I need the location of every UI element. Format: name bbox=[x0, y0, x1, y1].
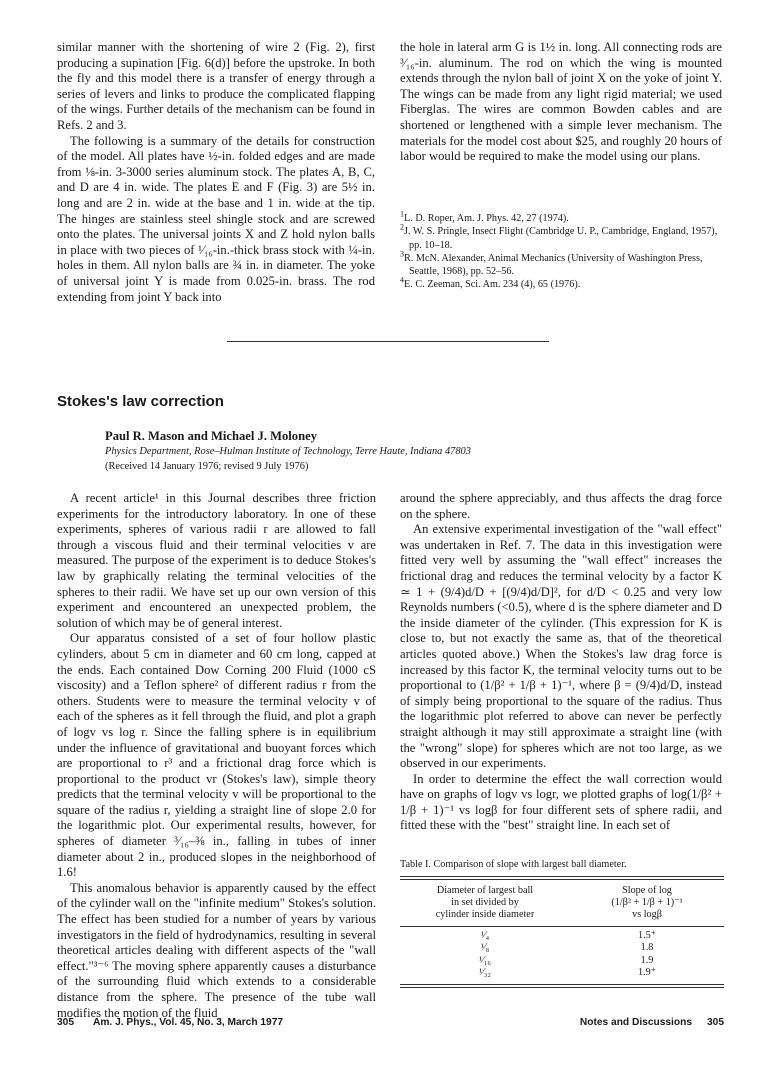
table-row: ¹⁄₈ 1.8 bbox=[480, 942, 654, 954]
article-affiliation: Physics Department, Rose–Hulman Institute of Technology, Terre Haute, Indiana 47803 bbox=[105, 446, 471, 457]
table-row: ¹⁄₃₂ 1.9⁺ bbox=[479, 967, 657, 979]
table-bottom-rule bbox=[400, 984, 724, 988]
references bbox=[400, 209, 724, 292]
article-received-date: (Received 14 January 1976; revised 9 July 1976) bbox=[105, 461, 309, 472]
table-header-col1: Diameter of largest ball in set divided by cylinder inside diameter bbox=[435, 885, 535, 921]
section-name: Notes and Discussions bbox=[579, 1017, 692, 1028]
body-right-column bbox=[400, 491, 722, 834]
top-left-column bbox=[57, 40, 375, 305]
table-body bbox=[400, 927, 724, 984]
article-authors: Paul R. Mason and Michael J. Moloney bbox=[105, 429, 317, 443]
top-right-column bbox=[400, 40, 722, 165]
reference-item: $^3$R. McN. Alexander, Animal Mechanics (University of Washington Press, Seattle, 1968), pp. 52–56. bbox=[400, 249, 703, 278]
reference-item: $^4$E. C. Zeeman, Sci. Am. 234 (4), 65 (1976). bbox=[400, 276, 581, 291]
paragraph: Our apparatus consisted of a set of four hollow plastic cylinders, about 5 cm in diameter and 60 cm long, capped at the ends. Each contained Dow Corning 200 Fluid (1000 cS viscosity) and a Teflon sphere² of different radius r from the others. Students were to measure the terminal velocity v of each of the spheres as it fell through the fluid, and plot a graph of logv vs log r. Since the falling sphere is in equilibrium under the influence of gravitational and buoyant forces which are proportional to r³ and a frictional drag force which is proportional to the product vr (Stokes's law), simple theory predicts that the terminal velocity v will be proportional to the square of the radius r, yielding a straight line of slope 2.0 for the logarithmic plot. Our experimental results, however, for spheres of diameter ³⁄₁₆–⅜ in., falling in tubes of inner diameter about 2 in., produced slopes in the neighborhood of 1.6! bbox=[57, 631, 376, 880]
body-left-column bbox=[57, 491, 376, 1021]
table-slope-comparison bbox=[400, 859, 724, 988]
paragraph: A recent article¹ in this Journal describes three friction experiments for the introductory laboratory. In one of these experiments, spheres of various radii r are allowed to fall through a viscous fluid and their terminal velocities v are measured. The purpose of the experiment is to deduce Stokes's law by graphically relating the terminal velocities of the spheres to their radii. We have set up our own version of this experiment and encountered an unexpected problem, the solution of which may be of general interest. bbox=[57, 491, 376, 630]
journal-citation: Am. J. Phys., Vol. 45, No. 3, March 1977 bbox=[93, 1017, 284, 1028]
paragraph: In order to determine the effect the wall correction would have on graphs of logv vs logr, we plotted graphs of log(1/β² + 1/β + 1)⁻¹ vs logβ for four different sets of sphere radii, and fitted these with the "best" straight line. In each set of bbox=[400, 771, 722, 833]
table-caption: Table I. Comparison of slope with largest ball diameter. bbox=[400, 859, 627, 870]
table-row: ¹⁄₄ 1.5⁺ bbox=[480, 929, 657, 941]
table-header bbox=[400, 880, 724, 926]
page-number-left: 305 bbox=[57, 1017, 74, 1028]
paragraph: the hole in lateral arm G is 1½ in. long. All connecting rods are ³⁄₁₆-in. aluminum. The rod on which the wing is mounted extends through the nylon ball of joint X on the yoke of joint Y. The wings can be made from any light rigid material; we used Fiberglas. The wires are common Bowden cables and are shortened or lengthened with a simple lever mechanism. The materials for the model cost about $25, and roughly 20 hours of labor would be required to make the model using our plans. bbox=[400, 40, 722, 164]
reference-item: $^1$L. D. Roper, Am. J. Phys. 42, 27 (1974). bbox=[400, 209, 569, 224]
paragraph: This anomalous behavior is apparently caused by the effect of the cylinder wall on the "infinite medium" Stokes's solution. The effect has been studied for a number of years by various investigators in the field of hydrodynamics, resulting in several theoretical articles dealing with different aspects of the "wall effect."³⁻⁶ The moving sphere apparently causes a disturbance of the surrounding fluid which extends to a considerable distance from the sphere. The presence of the tube wall modifies the motion of the fluid bbox=[57, 880, 376, 1020]
paragraph: An extensive experimental investigation of the "wall effect" was undertaken in Ref. 7. The data in this investigation were fitted very well by assuming the "wall effect" increases the frictional drag and reduces the terminal velocity by a factor K ≃ 1 + (9/4)d/D + [(9/4)d/D]², for d/D < 0.25 and very low Reynolds numbers (<0.5), where d is the sphere diameter and D the inside diameter of the cylinder. (This expression for K is close to, but not exactly the same as, that of the theoretical articles quoted above.) When the Stokes's law drag force is increased by this factor K, the terminal velocity turns out to be proportional to (1/β² + 1/β + 1)⁻¹, where β = (9/4)d/D, instead of simply being proportional to the square of the radius. Thus the logarithmic plot referred to above can never be perfectly straight although it may still approximate a straight line (with the "wrong" slope) for spheres which are not too large, as we observed in our experiments. bbox=[400, 522, 722, 771]
paragraph: The following is a summary of the details for construction of the model. All plates have ½-in. folded edges and are made from ⅛-in. 3-3000 series aluminum stock. The plates A, B, C, and D are 4 in. wide. The plates E and F (Fig. 3) are 5½ in. long and are 2 in. wide at the base and 1 in. wide at the tip. The hinges are stainless steel shingle stock and are screwed onto the plates. The universal joints X and Z hold nylon balls in place with two pieces of ¹⁄₁₆-in.-thick brass stock with ¼-in. holes in them. All nylon balls are ¾ in. in diameter. The yoke of universal joint Y is made from 0.025-in. brass. The rod extending from joint Y back into bbox=[57, 133, 375, 304]
table-row: ¹⁄₁₆ 1.9 bbox=[479, 954, 654, 966]
paragraph: around the sphere appreciably, and thus affects the drag force on the sphere. bbox=[400, 491, 722, 521]
page-number-right: 305 bbox=[707, 1017, 724, 1028]
section-divider bbox=[227, 341, 549, 342]
reference-item: $^2$J. W. S. Pringle, Insect Flight (Cambridge U. P., Cambridge, England, 1957), pp. 10–18. bbox=[400, 222, 718, 251]
article-title: Stokes's law correction bbox=[57, 393, 224, 410]
paragraph: similar manner with the shortening of wire 2 (Fig. 2), first producing a supination [Fig. 6(d)] before the upstroke. In both the fly and this model there is a transfer of energy through a series of levers and links to produce the complicated flapping of the wings. Further details of the mechanism can be found in Refs. 2 and 3. bbox=[57, 40, 375, 132]
table-header-col2: Slope of log (1/β² + 1/β + 1)⁻¹ vs logβ bbox=[611, 885, 683, 921]
